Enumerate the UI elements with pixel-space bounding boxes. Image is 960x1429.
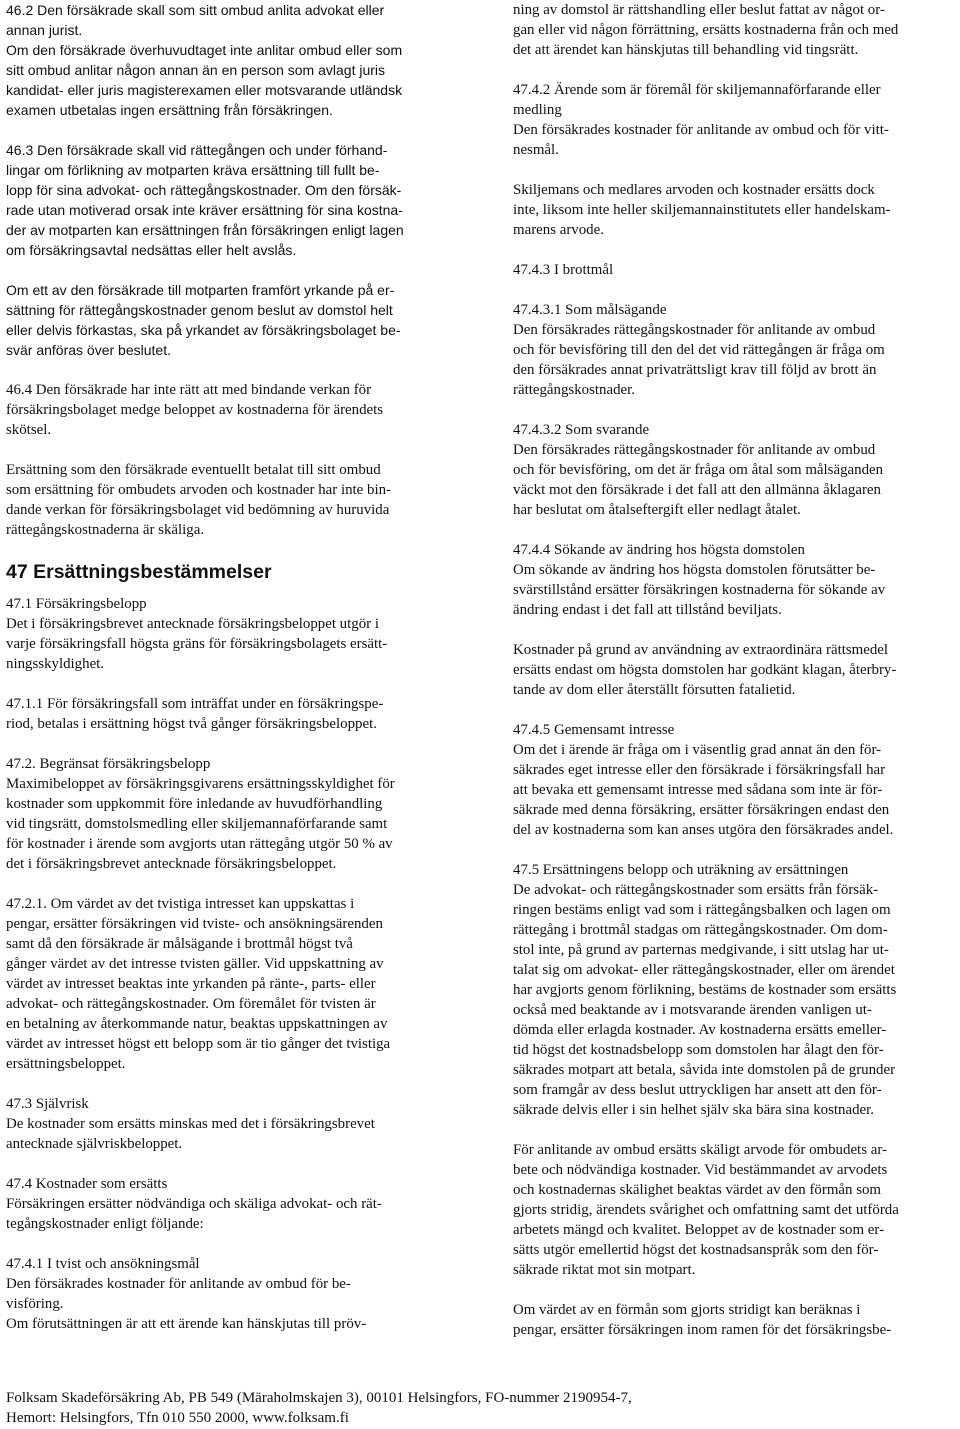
section-heading: 47 Ersättningsbestämmelser	[6, 561, 272, 583]
text-line: examen utbetalas ingen ersättning från försäkringen.	[6, 102, 333, 118]
paragraph	[513, 180, 957, 240]
paragraph	[513, 300, 957, 400]
text-line: svär anföras över beslutet.	[6, 342, 171, 358]
text-line: 47.1 Försäkringsbelopp	[6, 596, 147, 612]
paragraph	[6, 380, 450, 440]
text-line: gånger värdet av det intresse tvisten gäller. Vid uppskattning av	[6, 956, 384, 972]
text-line: gan eller vid någon förrättning, ersätts kostnaderna från och med	[513, 22, 899, 38]
paragraph	[6, 1254, 450, 1334]
text-line: om försäkringsavtal nedsättas eller helt avslås.	[6, 242, 297, 258]
paragraph	[513, 1140, 957, 1280]
page-footer	[6, 1388, 946, 1428]
paragraph	[513, 420, 957, 520]
text-line: 47.4.3.1 Som målsägande	[513, 302, 667, 318]
text-line: marens arvode.	[513, 222, 604, 238]
text-line: 47.4.2 Ärende som är föremål för skiljemannaförfarande eller	[513, 82, 881, 98]
text-line: och för bevisföring till den del det vid rättegången är fråga om	[513, 342, 885, 358]
text-line: lingar om förlikning av motparten kräva ersättning till fullt be-	[6, 162, 380, 178]
right-column	[513, 0, 957, 1360]
paragraph	[6, 754, 450, 874]
text-line: kandidat- eller juris magisterexamen eller motsvarande utländsk	[6, 82, 403, 98]
text-line: 47.4.3.2 Som svarande	[513, 422, 650, 438]
text-line: säkrade riktat mot sin motpart.	[513, 1262, 696, 1278]
paragraph	[513, 640, 957, 700]
paragraph	[6, 460, 450, 540]
footer-contact-line: Hemort: Helsingfors, Tfn 010 550 2000, www.folksam.fi	[6, 1410, 349, 1426]
text-line: Om förutsättningen är att ett ärende kan hänskjutas till pröv-	[6, 1316, 367, 1332]
paragraph	[6, 1094, 450, 1154]
text-line: medling	[513, 102, 562, 118]
text-line: tid högst det kostnadsbelopp som domstolen har ålagt den för-	[513, 1042, 884, 1058]
paragraph	[513, 260, 957, 280]
text-line: dömda eller erlagda kostnader. Av kostnaderna ersätts emeller-	[513, 1022, 887, 1038]
text-line: Om den försäkrade överhuvudtaget inte anlitar ombud eller som	[6, 42, 403, 58]
text-line: 47.3 Självrisk	[6, 1096, 89, 1112]
text-line: Ersättning som den försäkrade eventuellt betalat till sitt ombud	[6, 462, 381, 478]
left-column	[6, 0, 450, 1354]
text-line: säkrade delvis eller i sin helhet själv ska bära sina kostnader.	[513, 1102, 874, 1118]
text-line: dande verkan för försäkringsbolaget vid bedömning av huruvida	[6, 502, 390, 518]
paragraph	[6, 1174, 450, 1234]
text-line: 46.2 Den försäkrade skall som sitt ombud anlita advokat eller	[6, 2, 385, 18]
footer-company-line: Folksam Skadeförsäkring Ab, PB 549 (Märaholmskajen 3), 00101 Helsingfors, FO-nummer 2190954-7,	[6, 1390, 632, 1406]
text-line: värdet av intresset beaktas inte yrkanden på ränte-, parts- eller	[6, 976, 376, 992]
text-line: 47.4.5 Gemensamt intresse	[513, 722, 675, 738]
text-line: 47.4.3 I brottmål	[513, 262, 614, 278]
text-line: också med beaktande av i motsvarande ärenden vanligen ut-	[513, 1002, 872, 1018]
text-line: kostnader som uppkommit före inledande av huvudförhandling	[6, 796, 383, 812]
text-line: De advokat- och rättegångskostnader som ersätts från försäk-	[513, 882, 879, 898]
text-line: Den försäkrades kostnader för anlitande av ombud och för vitt-	[513, 122, 889, 138]
text-line: För anlitande av ombud ersätts skäligt arvode för ombudets ar-	[513, 1142, 887, 1158]
text-line: lopp för sina advokat- och rättegångskostnader. Om den försäk-	[6, 182, 402, 198]
text-line: svärstillstånd ersätter försäkringen kostnaderna för sökande av	[513, 582, 886, 598]
text-line: skötsel.	[6, 422, 52, 438]
text-line: sitt ombud anlitar någon annan än en person som avlagt juris	[6, 62, 386, 78]
text-line: att bevaka ett gemensamt intresse med sådana som inte är för-	[513, 782, 883, 798]
text-line: riod, betalas i ersättning högst två gånger försäkringsbeloppet.	[6, 716, 377, 732]
paragraph	[6, 280, 450, 360]
text-line: Den försäkrades rättegångskostnader för anlitande av ombud	[513, 322, 876, 338]
text-line: 47.4.4 Sökande av ändring hos högsta domstolen	[513, 542, 805, 558]
text-line: den försäkrades annat privaträttsligt krav till följd av brott än	[513, 362, 877, 378]
text-line: säkrades eget intresse eller den försäkrade i försäkringsfall har	[513, 762, 886, 778]
text-line: samt då den försäkrade är målsägande i brottmål högst två	[6, 936, 353, 952]
paragraph	[513, 720, 957, 840]
text-line: 47.4 Kostnader som ersätts	[6, 1176, 168, 1192]
text-line: för kostnader i ärende som avgjorts utan rättegång utgör 50 % av	[6, 836, 393, 852]
text-line: som framgår av dess beslut uttryckligen har ansett att den för-	[513, 1082, 882, 1098]
text-line: ringen bestäms enligt vad som i rättegångsbalken och lagen om	[513, 902, 891, 918]
paragraph	[6, 694, 450, 734]
text-line: det att ärendet kan hänskjutas till behandling vid tingsrätt.	[513, 42, 859, 58]
text-line: eller delvis förkastas, ska på yrkandet av försäkringsbolaget be-	[6, 322, 401, 338]
paragraph	[513, 860, 957, 1120]
text-line: ändring endast i det fall att tillstånd beviljats.	[513, 602, 782, 618]
text-line: tegångskostnader enligt följande:	[6, 1216, 204, 1232]
text-line: rättegångskostnaderna är skäliga.	[6, 522, 205, 538]
text-line: inte, liksom inte heller skiljemannainstitutets eller handelskam-	[513, 202, 891, 218]
text-line: Om värdet av en förmån som gjorts stridigt kan beräknas i	[513, 1302, 861, 1318]
text-line: Skiljemans och medlares arvoden och kostnader ersätts dock	[513, 182, 875, 198]
text-line: har avgjorts genom förlikning, bestäms de kostnader som ersätts	[513, 982, 897, 998]
text-line: pengar, ersätter försäkringen vid tviste- och ansökningsärenden	[6, 916, 383, 932]
text-line: sättning för rättegångskostnader genom beslut av domstol helt	[6, 302, 393, 318]
text-line: Det i försäkringsbrevet antecknade försäkringsbeloppet utgör i	[6, 616, 379, 632]
text-line: 47.4.1 I tvist och ansökningsmål	[6, 1256, 200, 1272]
text-line: varje försäkringsfall högsta gräns för försäkringsbolagets ersätt-	[6, 636, 388, 652]
paragraph	[6, 0, 450, 120]
text-line: De kostnader som ersätts minskas med det i försäkringsbrevet	[6, 1116, 375, 1132]
text-line: 47.1.1 För försäkringsfall som inträffat under en försäkringspe-	[6, 696, 384, 712]
text-line: ningsskyldighet.	[6, 656, 105, 672]
text-line: tande av dom eller återställt försutten fatalietid.	[513, 682, 796, 698]
text-line: Försäkringen ersätter nödvändiga och skäliga advokat- och rät-	[6, 1196, 382, 1212]
text-line: värdet av intresset högst ett belopp som är tio gånger det tvistiga	[6, 1036, 391, 1052]
text-line: Den försäkrades rättegångskostnader för anlitande av ombud	[513, 442, 876, 458]
text-line: bete och nödvändiga kostnader. Vid bestämmandet av arvodets	[513, 1162, 888, 1178]
text-line: Den försäkrades kostnader för anlitande av ombud för be-	[6, 1276, 351, 1292]
text-line: 46.4 Den försäkrade har inte rätt att med bindande verkan för	[6, 382, 372, 398]
text-line: som ersättning för ombudets arvoden och kostnader har inte bin-	[6, 482, 391, 498]
text-line: visföring.	[6, 1296, 64, 1312]
text-line: 47.2.1. Om värdet av det tvistiga intresset kan uppskattas i	[6, 896, 355, 912]
text-line: rättegång i brottmål stadgas om rättegångskostnader. Om dom-	[513, 922, 888, 938]
text-line: försäkringsbolaget medge beloppet av kostnaderna för ärendets	[6, 402, 384, 418]
text-line: pengar, ersätter försäkringen inom ramen för det försäkringsbe-	[513, 1322, 892, 1338]
text-line: nesmål.	[513, 142, 559, 158]
text-line: säkrade med denna försäkring, ersätter försäkringen endast den	[513, 802, 890, 818]
text-line: der av motparten kan ersättningen från försäkringen enligt lagen	[6, 222, 404, 238]
text-line: antecknade självriskbeloppet.	[6, 1136, 183, 1152]
paragraph	[6, 140, 450, 260]
text-line: rättegångskostnader.	[513, 382, 635, 398]
text-line: Maximibeloppet av försäkringsgivarens ersättningsskyldighet för	[6, 776, 395, 792]
text-line: del av kostnaderna som kan anses utgöra den försäkrades andel.	[513, 822, 894, 838]
text-line: Om det i ärende är fråga om i väsentlig grad annat än den för-	[513, 742, 882, 758]
paragraph	[6, 894, 450, 1074]
text-line: det i försäkringsbrevet antecknade försäkringsbeloppet.	[6, 856, 337, 872]
paragraph	[513, 0, 957, 60]
paragraph	[513, 540, 957, 620]
text-line: talat sig om advokat- eller rättegångskostnader, eller om ärendet	[513, 962, 895, 978]
text-line: annan jurist.	[6, 22, 83, 38]
text-line: ersättningsbeloppet.	[6, 1056, 126, 1072]
paragraph	[513, 80, 957, 160]
text-line: har beslutat om åtalseftergift eller nedlagt åtalet.	[513, 502, 801, 518]
text-line: och kostnadernas skälighet beaktas värdet av den förmån som	[513, 1182, 882, 1198]
paragraph	[513, 1300, 957, 1340]
text-line: 46.3 Den försäkrade skall vid rättegången och under förhand-	[6, 142, 388, 158]
text-line: stol inte, på grund av parternas medgivande, i sitt utslag har ut-	[513, 942, 889, 958]
paragraph	[6, 594, 450, 674]
text-line: advokat- och rättegångskostnader. Om föremålet för tvisten är	[6, 996, 376, 1012]
text-line: ning av domstol är rättshandling eller beslut fattat av något or-	[513, 2, 885, 18]
text-line: ersätts endast om högsta domstolen har godkänt klagan, återbry-	[513, 662, 897, 678]
text-line: 47.5 Ersättningens belopp och uträkning av ersättningen	[513, 862, 849, 878]
text-line: Om ett av den försäkrade till motparten framfört yrkande på er-	[6, 282, 395, 298]
text-line: och för bevisföring, om det är fråga om åtal som målsäganden	[513, 462, 884, 478]
text-line: rade utan motiverad orsak inte kräver ersättning för sina kostna-	[6, 202, 403, 218]
text-line: Om sökande av ändring hos högsta domstolen förutsätter be-	[513, 562, 876, 578]
text-line: Kostnader på grund av användning av extraordinära rättsmedel	[513, 642, 889, 658]
text-line: gjorts stridig, ärendets svårighet och omfattning samt det utförda	[513, 1202, 899, 1218]
text-line: 47.2. Begränsat försäkringsbelopp	[6, 756, 211, 772]
text-line: säkrades motpart att betala, såvida inte domstolen på de grunder	[513, 1062, 896, 1078]
text-line: vid tingsrätt, domstolsmedling eller skiljemannaförfarande samt	[6, 816, 388, 832]
text-line: en betalning av återkommande natur, beaktas uppskattningen av	[6, 1016, 388, 1032]
text-line: väckt mot den försäkrade i det fall att den allmänna åklagaren	[513, 482, 881, 498]
text-line: arbetets mängd och kvalitet. Beloppet av de kostnader som er-	[513, 1222, 885, 1238]
text-line: sätts utgör emellertid högst det kostnadsanspråk som den för-	[513, 1242, 879, 1258]
